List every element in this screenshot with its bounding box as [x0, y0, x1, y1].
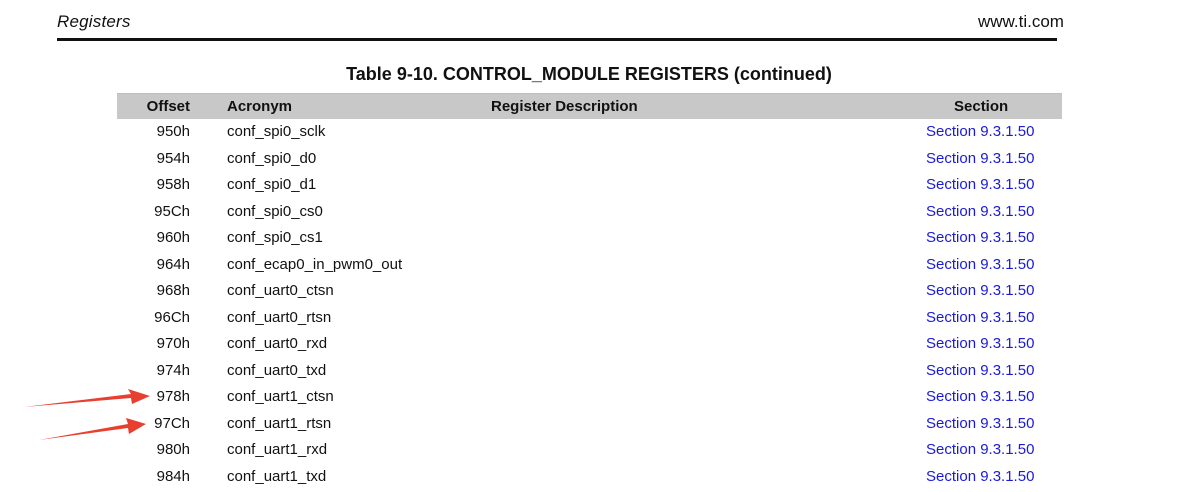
section-cell — [921, 437, 1062, 464]
description-cell — [485, 251, 921, 278]
section-cell — [921, 172, 1062, 199]
table-row — [117, 384, 1062, 411]
section-link[interactable]: Section 9.3.1.50 — [926, 308, 1035, 326]
section-cell — [921, 357, 1062, 384]
section-cell — [921, 145, 1062, 172]
page-header-title: Registers — [57, 12, 131, 31]
column-header-acronym: Acronym — [221, 94, 485, 119]
section-link[interactable]: Section 9.3.1.50 — [926, 229, 1035, 247]
section-cell — [921, 331, 1062, 358]
acronym-cell: conf_uart1_ctsn — [227, 388, 334, 406]
section-cell — [921, 225, 1062, 252]
section-link[interactable]: Section 9.3.1.50 — [926, 414, 1035, 432]
section-cell — [921, 384, 1062, 411]
table-body — [117, 119, 1062, 490]
description-cell — [485, 145, 921, 172]
section-link[interactable]: Section 9.3.1.50 — [926, 441, 1035, 459]
section-link[interactable]: Section 9.3.1.50 — [926, 149, 1035, 167]
acronym-cell: conf_uart0_rxd — [227, 335, 328, 353]
table-row — [117, 251, 1062, 278]
offset-cell: 964h — [156, 255, 190, 273]
column-header-offset: Offset — [117, 94, 221, 119]
description-cell — [485, 384, 921, 411]
description-cell — [485, 172, 921, 199]
table-row — [117, 278, 1062, 305]
offset-cell: 95Ch — [154, 202, 190, 220]
acronym-cell: conf_spi0_cs1 — [227, 229, 323, 247]
section-cell — [921, 198, 1062, 225]
section-cell — [921, 410, 1062, 437]
offset-cell: 984h — [156, 467, 190, 485]
section-link[interactable]: Section 9.3.1.50 — [926, 282, 1035, 300]
table-row — [117, 463, 1062, 490]
description-cell — [485, 463, 921, 490]
offset-cell: 958h — [156, 176, 190, 194]
offset-cell: 974h — [156, 361, 190, 379]
acronym-cell: conf_uart1_rxd — [227, 441, 328, 459]
table-row — [117, 304, 1062, 331]
acronym-cell: conf_spi0_cs0 — [227, 202, 323, 220]
table-header-row — [117, 94, 1062, 119]
description-cell — [485, 410, 921, 437]
offset-cell: 950h — [156, 123, 190, 141]
table-row — [117, 172, 1062, 199]
section-link[interactable]: Section 9.3.1.50 — [926, 176, 1035, 194]
acronym-cell: conf_spi0_sclk — [227, 123, 326, 141]
section-cell — [921, 278, 1062, 305]
table-row — [117, 437, 1062, 464]
table-row — [117, 225, 1062, 252]
offset-cell: 954h — [156, 149, 190, 167]
section-link[interactable]: Section 9.3.1.50 — [926, 388, 1035, 406]
offset-cell: 960h — [156, 229, 190, 247]
section-cell — [921, 251, 1062, 278]
table-row — [117, 198, 1062, 225]
description-cell — [485, 437, 921, 464]
acronym-cell: conf_ecap0_in_pwm0_out — [227, 255, 403, 273]
offset-cell: 978h — [156, 388, 190, 406]
column-header-section: Section — [921, 94, 1062, 119]
section-link[interactable]: Section 9.3.1.50 — [926, 467, 1035, 485]
section-link[interactable]: Section 9.3.1.50 — [926, 255, 1035, 273]
description-cell — [485, 304, 921, 331]
section-cell — [921, 119, 1062, 146]
description-cell — [485, 278, 921, 305]
acronym-cell: conf_uart1_txd — [227, 467, 327, 485]
section-link[interactable]: Section 9.3.1.50 — [926, 335, 1035, 353]
section-cell — [921, 463, 1062, 490]
table-row — [117, 357, 1062, 384]
table-row — [117, 119, 1062, 146]
description-cell — [485, 357, 921, 384]
description-cell — [485, 225, 921, 252]
offset-cell: 97Ch — [154, 414, 190, 432]
description-cell — [485, 331, 921, 358]
description-cell — [485, 198, 921, 225]
offset-cell: 968h — [156, 282, 190, 300]
acronym-cell: conf_spi0_d1 — [227, 176, 317, 194]
column-header-description: Register Description — [485, 94, 921, 119]
acronym-cell: conf_uart1_rtsn — [227, 414, 332, 432]
table-row — [117, 410, 1062, 437]
offset-cell: 980h — [156, 441, 190, 459]
section-cell — [921, 304, 1062, 331]
offset-cell: 96Ch — [154, 308, 190, 326]
acronym-cell: conf_uart0_txd — [227, 361, 327, 379]
description-cell — [485, 119, 921, 146]
page-header-url[interactable]: www.ti.com — [978, 12, 1064, 31]
section-link[interactable]: Section 9.3.1.50 — [926, 123, 1035, 141]
acronym-cell: conf_uart0_rtsn — [227, 308, 332, 326]
acronym-cell: conf_uart0_ctsn — [227, 282, 334, 300]
table-caption: Table 9-10. CONTROL_MODULE REGISTERS (continued) — [346, 64, 832, 84]
offset-cell: 970h — [156, 335, 190, 353]
table-row — [117, 331, 1062, 358]
section-link[interactable]: Section 9.3.1.50 — [926, 361, 1035, 379]
acronym-cell: conf_spi0_d0 — [227, 149, 317, 167]
register-table — [117, 93, 1062, 490]
section-link[interactable]: Section 9.3.1.50 — [926, 202, 1035, 220]
table-row — [117, 145, 1062, 172]
header-divider — [57, 38, 1057, 41]
